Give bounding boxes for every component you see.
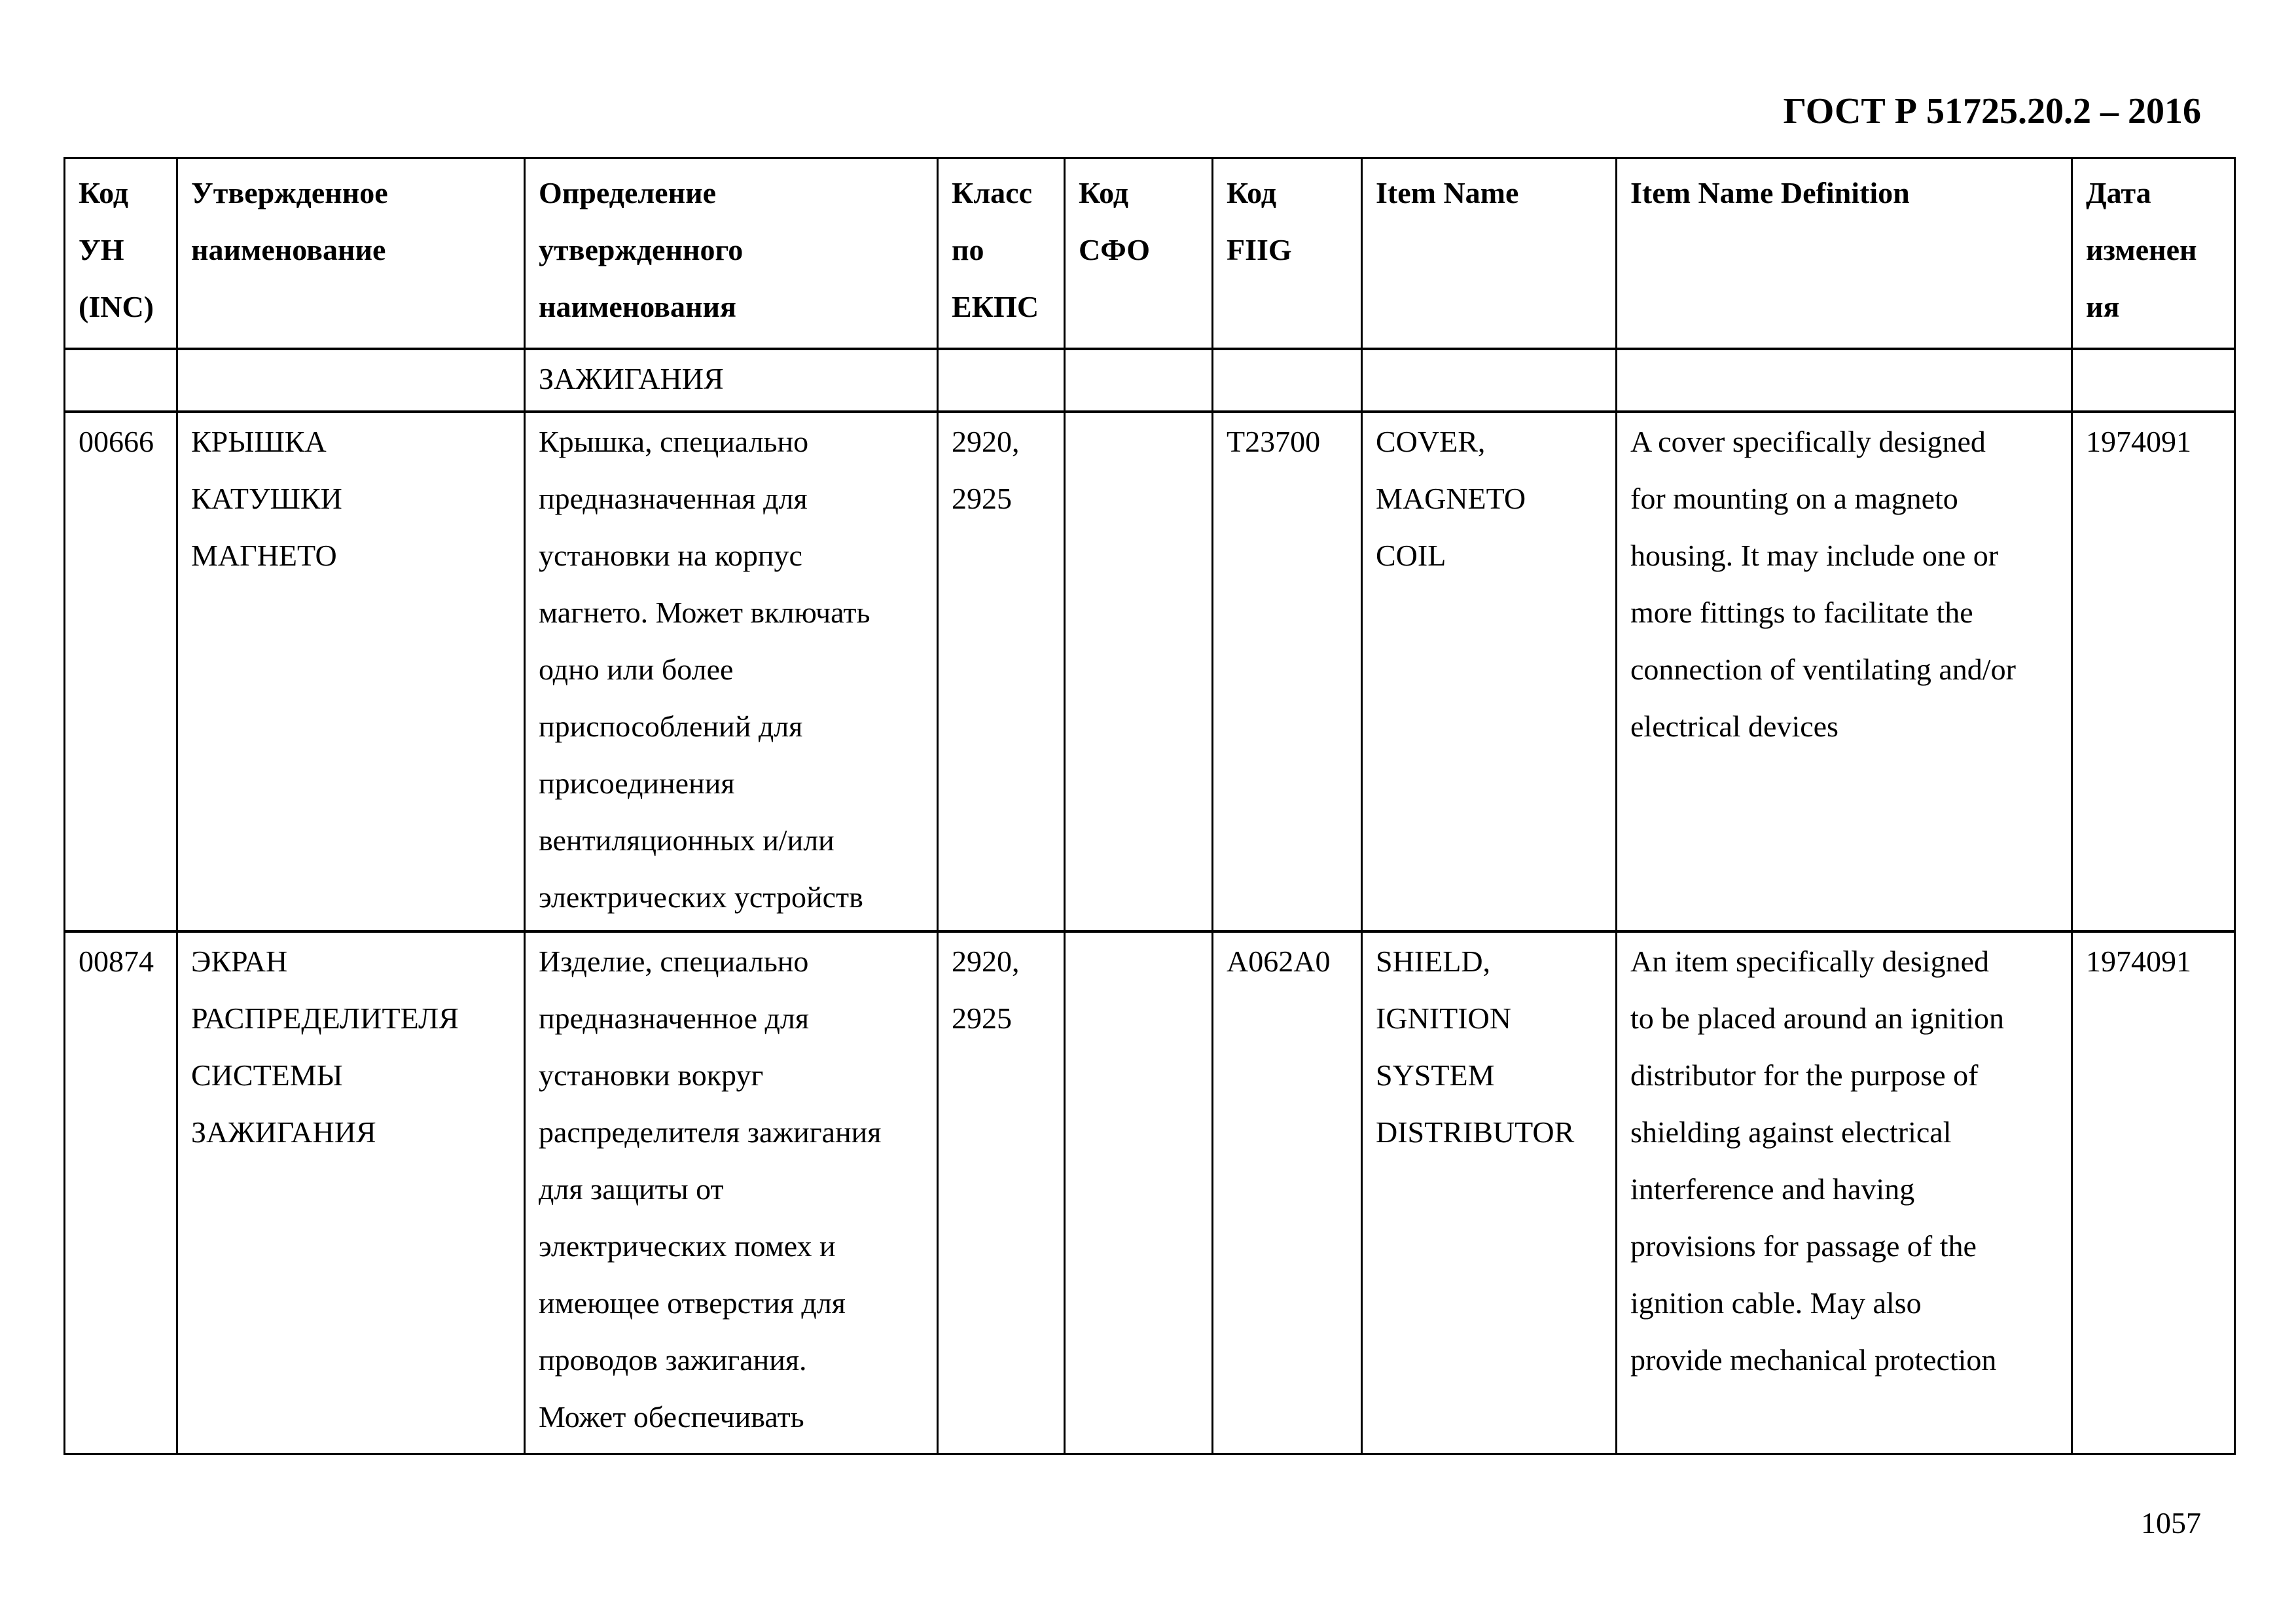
cell-item-definition: A cover specifically designed for mounting on a magneto housing. It may include one or more fittings to facilitate the connection of ventilating and/or electrical devices — [1617, 412, 2072, 931]
cell-item-definition — [1617, 349, 2072, 412]
document-title: ГОСТ Р 51725.20.2 – 2016 — [1783, 91, 2201, 132]
cell-inc: 00666 — [65, 412, 177, 931]
cell-approved-name: ЭКРАН РАСПРЕДЕЛИТЕЛЯ СИСТЕМЫ ЗАЖИГАНИЯ — [177, 931, 525, 1454]
header-definition: Определение утвержденного наименования — [525, 158, 938, 350]
cell-date: 1974091 — [2072, 931, 2235, 1454]
cell-definition: ЗАЖИГАНИЯ — [525, 349, 938, 412]
cell-sfo — [1065, 931, 1213, 1454]
cell-item-definition: An item specifically designed to be placed around an ignition distributor for the purpose of shielding against electrical interference and having provisions for passage of the ignition cable. May also provide mechanical protection — [1617, 931, 2072, 1454]
cell-class: 2920, 2925 — [938, 931, 1065, 1454]
header-date: Дата изменен ия — [2072, 158, 2235, 350]
cell-approved-name — [177, 349, 525, 412]
cell-class — [938, 349, 1065, 412]
cell-sfo — [1065, 349, 1213, 412]
cell-sfo — [1065, 412, 1213, 931]
header-class: Класс по ЕКПС — [938, 158, 1065, 350]
header-item-name: Item Name — [1362, 158, 1617, 350]
cell-fiig — [1213, 349, 1362, 412]
header-inc: Код УН (INC) — [65, 158, 177, 350]
page-number: 1057 — [2141, 1506, 2201, 1540]
cell-class: 2920, 2925 — [938, 412, 1065, 931]
cell-item-name: COVER, MAGNETO COIL — [1362, 412, 1617, 931]
header-item-definition: Item Name Definition — [1617, 158, 2072, 350]
table-row — [65, 349, 2235, 412]
table-row — [65, 412, 2235, 931]
table-row — [65, 931, 2235, 1454]
cell-definition: Изделие, специально предназначенное для установки вокруг распределителя зажигания для защиты от электрических помех и имеющее отверстия для проводов зажигания. Может обеспечивать — [525, 931, 938, 1454]
cell-fiig: A062A0 — [1213, 931, 1362, 1454]
cell-definition: Крышка, специально предназначенная для установки на корпус магнето. Может включать одно или более приспособлений для присоединения вентиляционных и/или электрических устройств — [525, 412, 938, 931]
cell-fiig: T23700 — [1213, 412, 1362, 931]
cell-item-name: SHIELD, IGNITION SYSTEM DISTRIBUTOR — [1362, 931, 1617, 1454]
header-approved-name: Утвержденное наименование — [177, 158, 525, 350]
cell-date — [2072, 349, 2235, 412]
cell-inc: 00874 — [65, 931, 177, 1454]
header-sfo: Код СФО — [1065, 158, 1213, 350]
catalog-table — [63, 157, 2236, 1455]
cell-inc — [65, 349, 177, 412]
table-header-row — [65, 158, 2235, 350]
header-fiig: Код FIIG — [1213, 158, 1362, 350]
cell-approved-name: КРЫШКА КАТУШКИ МАГНЕТО — [177, 412, 525, 931]
cell-item-name — [1362, 349, 1617, 412]
cell-date: 1974091 — [2072, 412, 2235, 931]
